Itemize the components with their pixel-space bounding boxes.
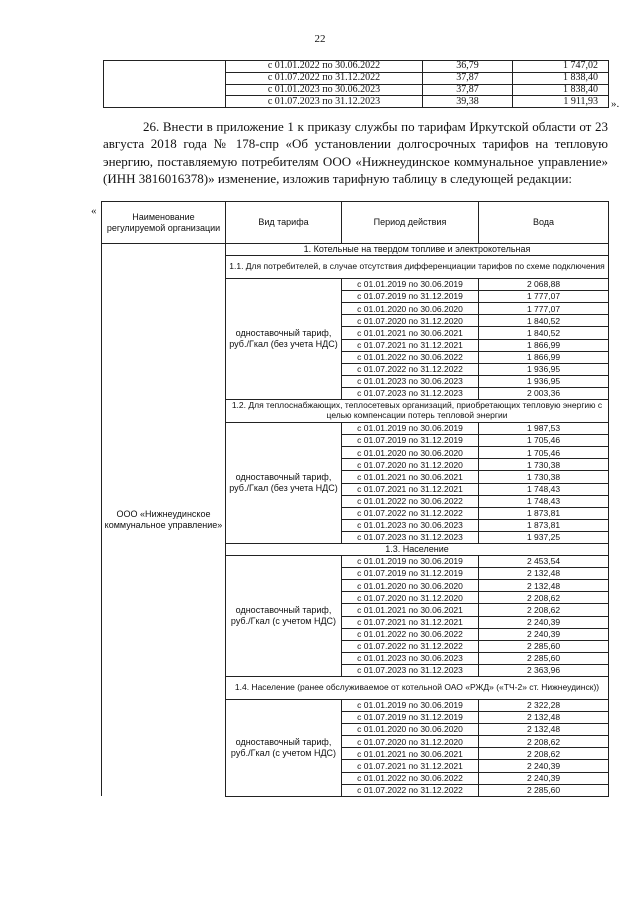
water-value-cell: 2 208,62 [479,604,609,616]
blank-cell [104,61,226,108]
water-value-cell: 2 208,62 [479,736,609,748]
period-cell: с 01.01.2019 по 30.06.2019 [342,700,479,712]
period-cell: с 01.01.2023 по 30.06.2023 [226,84,423,96]
period-cell: с 01.07.2020 по 31.12.2020 [342,592,479,604]
period-cell: с 01.07.2023 по 31.12.2023 [342,531,479,543]
water-value-cell: 1 936,95 [479,363,609,375]
continuation-table [103,60,609,108]
water-value-cell: 2 285,60 [479,640,609,652]
organization-cell: ООО «Нижнеудинское коммунальное управление» [102,244,226,797]
period-cell: с 01.07.2023 по 31.12.2023 [342,664,479,676]
header-org: Наименование регулируемой организации [102,202,226,244]
period-cell: с 01.01.2019 по 30.06.2019 [342,423,479,435]
period-cell: с 01.01.2019 по 30.06.2019 [342,279,479,291]
period-cell: с 01.07.2021 по 31.12.2021 [342,616,479,628]
value-cell: 39,38 [423,96,513,108]
period-cell: с 01.07.2022 по 31.12.2022 [342,784,479,796]
group-title: 1.4. Население (ранее обслуживаемое от котельной ОАО «РЖД» («ТЧ-2» ст. Нижнеудинск)) [226,677,609,700]
page-number: 22 [314,33,326,45]
period-cell: с 01.01.2021 по 30.06.2021 [342,748,479,760]
header-tariff-type: Вид тарифа [226,202,342,244]
water-value-cell: 2 132,48 [479,580,609,592]
period-cell: с 01.07.2022 по 31.12.2022 [342,507,479,519]
period-cell: с 01.01.2023 по 30.06.2023 [342,652,479,664]
water-value-cell: 2 240,39 [479,628,609,640]
period-cell: с 01.01.2022 по 30.06.2022 [226,61,423,73]
section-row [102,244,609,256]
period-cell: с 01.01.2022 по 30.06.2022 [342,772,479,784]
water-value-cell: 2 003,36 [479,387,609,399]
water-value-cell: 1 705,46 [479,435,609,447]
section-title: 1. Котельные на твердом топливе и электрокотельная [226,244,609,256]
period-cell: с 01.07.2019 по 31.12.2019 [342,435,479,447]
water-value-cell: 2 240,39 [479,760,609,772]
water-value-cell: 1 730,38 [479,459,609,471]
water-value-cell: 2 285,60 [479,784,609,796]
period-cell: с 01.07.2019 по 31.12.2019 [342,291,479,303]
water-value-cell: 1 705,46 [479,447,609,459]
period-cell: с 01.01.2022 по 30.06.2022 [342,495,479,507]
tariff-type-cell: одноставочный тариф, руб./Гкал (с учетом НДС) [226,700,342,797]
group-title: 1.1. Для потребителей, в случае отсутствия дифференциации тарифов по схеме подключения [226,256,609,279]
value-cell: 36,79 [423,61,513,73]
period-cell: с 01.01.2022 по 30.06.2022 [342,351,479,363]
period-cell: с 01.07.2020 по 31.12.2020 [342,459,479,471]
water-value-cell: 1 873,81 [479,519,609,531]
header-water: Вода [479,202,609,244]
period-cell: с 01.07.2019 по 31.12.2019 [342,712,479,724]
period-cell: с 01.01.2020 по 30.06.2020 [342,580,479,592]
water-value-cell: 1 777,07 [479,303,609,315]
period-cell: с 01.07.2021 по 31.12.2021 [342,483,479,495]
period-cell: с 01.01.2022 по 30.06.2022 [342,628,479,640]
value-cell: 37,87 [423,72,513,84]
value-cell: 37,87 [423,84,513,96]
period-cell: с 01.07.2023 по 31.12.2023 [226,96,423,108]
water-value-cell: 1 936,95 [479,375,609,387]
amendment-paragraph: 26. Внести в приложение 1 к приказу службы по тарифам Иркутской области от 23 августа 2018 года № 178-спр «Об установлении долгосрочных тарифов на тепловую энергию, поставляемую потребителям ООО «Нижнеудинское коммунальное управление» (ИНН 3816016378)» изменение, изложив тарифную таблицу в следующей редакции: [103,119,608,186]
period-cell: с 01.01.2023 по 30.06.2023 [342,519,479,531]
period-cell: с 01.07.2022 по 31.12.2022 [226,72,423,84]
value-cell: 1 838,40 [513,72,609,84]
period-cell: с 01.07.2020 по 31.12.2020 [342,736,479,748]
water-value-cell: 1 777,07 [479,291,609,303]
tariff-type-cell: одноставочный тариф, руб./Гкал (с учетом НДС) [226,556,342,677]
water-value-cell: 2 208,62 [479,748,609,760]
water-value-cell: 1 840,52 [479,327,609,339]
water-value-cell: 2 240,39 [479,772,609,784]
period-cell: с 01.01.2019 по 30.06.2019 [342,556,479,568]
period-cell: с 01.01.2021 по 30.06.2021 [342,327,479,339]
water-value-cell: 1 748,43 [479,495,609,507]
water-value-cell: 1 873,81 [479,507,609,519]
period-cell: с 01.01.2020 по 30.06.2020 [342,724,479,736]
water-value-cell: 1 730,38 [479,471,609,483]
period-cell: с 01.01.2021 по 30.06.2021 [342,604,479,616]
value-cell: 1 747,02 [513,61,609,73]
tariff-table [101,201,609,797]
water-value-cell: 2 240,39 [479,616,609,628]
water-value-cell: 2 132,48 [479,568,609,580]
period-cell: с 01.07.2022 по 31.12.2022 [342,363,479,375]
tariff-type-cell: одноставочный тариф, руб./Гкал (без учета НДС) [226,423,342,544]
water-value-cell: 2 363,96 [479,664,609,676]
period-cell: с 01.01.2020 по 30.06.2020 [342,447,479,459]
value-cell: 1 838,40 [513,84,609,96]
water-value-cell: 2 132,48 [479,724,609,736]
water-value-cell: 1 866,99 [479,351,609,363]
water-value-cell: 1 840,52 [479,315,609,327]
period-cell: с 01.07.2019 по 31.12.2019 [342,568,479,580]
table-row [104,61,609,73]
period-cell: с 01.07.2021 по 31.12.2021 [342,760,479,772]
header-period: Период действия [342,202,479,244]
period-cell: с 01.07.2020 по 31.12.2020 [342,315,479,327]
group-title: 1.2. Для теплоснабжающих, теплосетевых организаций, приобретающих тепловую энергию с целью компенсации потерь тепловой энергии [226,400,609,423]
period-cell: с 01.01.2023 по 30.06.2023 [342,375,479,387]
water-value-cell: 1 937,25 [479,531,609,543]
value-cell: 1 911,93 [513,96,609,108]
water-value-cell: 2 068,88 [479,279,609,291]
group-title: 1.3. Население [226,543,609,555]
closing-quote: ». [611,98,620,110]
water-value-cell: 2 285,60 [479,652,609,664]
water-value-cell: 1 748,43 [479,483,609,495]
opening-quote: « [91,205,97,217]
water-value-cell: 1 987,53 [479,423,609,435]
water-value-cell: 2 208,62 [479,592,609,604]
water-value-cell: 2 453,54 [479,556,609,568]
period-cell: с 01.01.2020 по 30.06.2020 [342,303,479,315]
tariff-type-cell: одноставочный тариф, руб./Гкал (без учета НДС) [226,279,342,400]
period-cell: с 01.07.2022 по 31.12.2022 [342,640,479,652]
period-cell: с 01.01.2021 по 30.06.2021 [342,471,479,483]
water-value-cell: 2 132,48 [479,712,609,724]
tariff-table-header [102,202,609,244]
period-cell: с 01.07.2021 по 31.12.2021 [342,339,479,351]
water-value-cell: 1 866,99 [479,339,609,351]
period-cell: с 01.07.2023 по 31.12.2023 [342,387,479,399]
water-value-cell: 2 322,28 [479,700,609,712]
